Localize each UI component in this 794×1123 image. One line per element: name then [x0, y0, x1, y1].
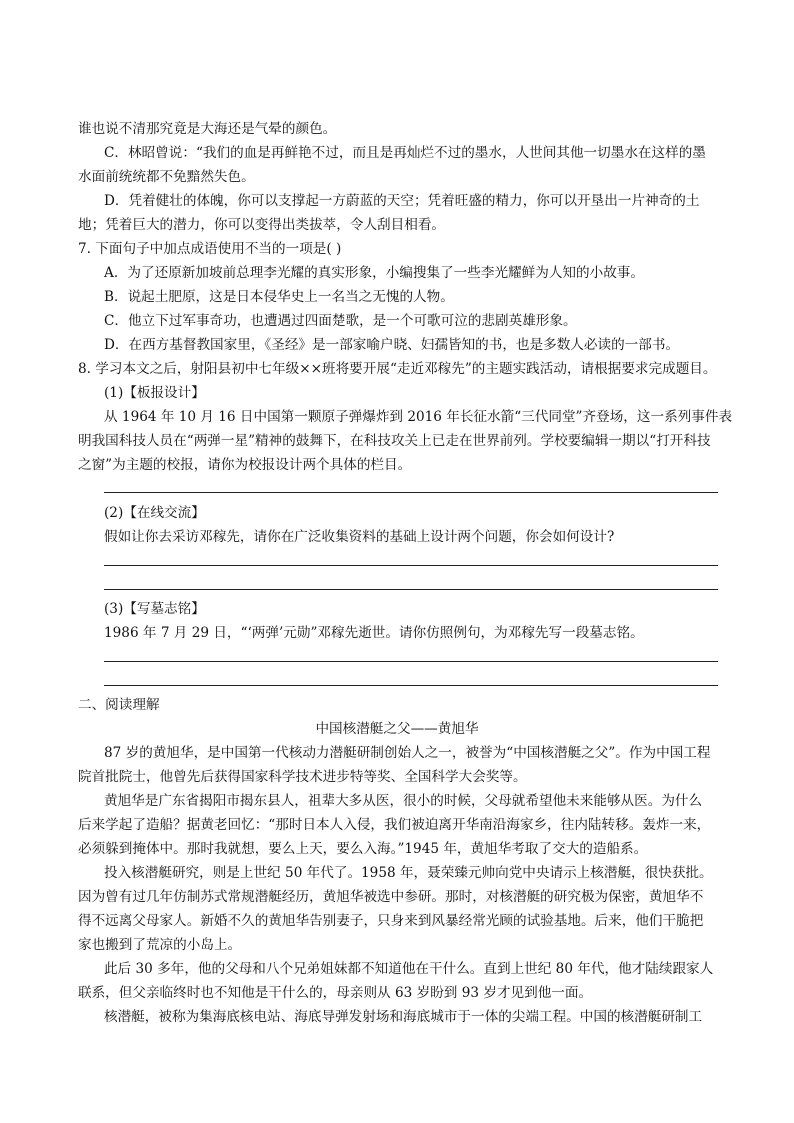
paragraph-line: 联系，但父亲临终时也不知他是干什么的，母亲则从 63 岁盼到 93 岁才见到他一面。 — [78, 985, 593, 1001]
option-c-q7: C．他立下过军事奇功，也遭遇过四面楚歌，是一个可歌可泣的悲剧英雄形象。 — [104, 313, 577, 329]
question-7: 7. 下面句子中加点成语使用不当的一项是( ) — [78, 241, 342, 257]
paragraph-line: 后来学起了造船？据黄老回忆：“那时日本人入侵，我们被迫离开华南沿海家乡，往内陆转移。轰炸一来， — [78, 817, 711, 833]
section-heading: 二、阅读理解 — [78, 697, 160, 713]
answer-line — [104, 661, 718, 662]
article-title: 中国核潜艇之父——黄旭华 — [315, 721, 479, 737]
paragraph-line: 黄旭华是广东省揭阳市揭东县人，祖辈大多从医，很小的时候，父母就希望他未来能够从医。为什么 — [104, 793, 703, 809]
paragraph-line: 家也搬到了荒凉的小岛上。 — [78, 937, 242, 953]
question-8: 8. 学习本文之后，射阳县初中七年级××班将要开展“走近邓稼先”的主题实践活动，请根据要求完成题目。 — [78, 361, 717, 377]
subquestion-heading: (3)【写墓志铭】 — [104, 601, 205, 617]
paragraph-line: 因为曾有过几年仿制苏式常规潜艇经历，黄旭华被选中参研。那时，对核潜艇的研究极为保密，黄旭华不 — [78, 889, 704, 905]
paragraph-line: 必须躲到掩体中。那时我就想，要么上天，要么入海。”1945 年，黄旭华考取了交大的造船系。 — [78, 841, 648, 857]
text-line: 地；凭着巨大的潜力，你可以变得出类拔萃，令人刮目相看。 — [78, 217, 446, 233]
text-line: 1986 年 7 月 29 日，“‘两弹’元勋”邓稼先逝世。请你仿照例句，为邓稼先写一段墓志铭。 — [104, 625, 644, 641]
subquestion-heading: (2)【在线交流】 — [104, 505, 205, 521]
option-b-q7: B．说起土肥原，这是日本侵华史上一名当之无愧的人物。 — [104, 289, 454, 305]
paragraph-line: 此后 30 多年，他的父母和八个兄弟姐妹都不知道他在干什么。直到上世纪 80 年代，他才陆续跟家人 — [104, 961, 714, 977]
text-line: 明我国科技人员在“两弹一星”精神的鼓舞下，在科技攻关上已走在世界前列。学校要编辑一期以“打开科技 — [78, 433, 711, 449]
option-d-q7: D．在西方基督教国家里，《圣经》是一部家喻户晓、妇孺皆知的书，也是多数人必读的一部书。 — [104, 337, 680, 353]
paragraph-line: 核潜艇，被称为集海底核电站、海底导弹发射场和海底城市于一体的尖端工程。中国的核潜艇研制工 — [104, 1009, 703, 1025]
paragraph-line: 院首批院士，他曾先后获得国家科学技术进步特等奖、全国科学大会奖等。 — [78, 769, 527, 785]
paragraph-line: 87 岁的黄旭华，是中国第一代核动力潜艇研制创始人之一，被誉为“中国核潜艇之父”。作为中国工程 — [104, 745, 711, 761]
text-line: 谁也说不清那究竟是大海还是气晕的颜色。 — [78, 121, 337, 137]
answer-line — [104, 589, 718, 590]
text-line: 之窗”为主题的校报，请你为校报设计两个具体的栏目。 — [78, 457, 412, 473]
option-a-q7: A．为了还原新加坡前总理李光耀的真实形象，小编搜集了一些李光耀鲜为人知的小故事。 — [104, 265, 644, 281]
answer-line — [104, 565, 718, 566]
paragraph-line: 得不远离父母家人。新婚不久的黄旭华告别妻子，只身来到风暴经常光顾的试验基地。后来，他们干脆把 — [78, 913, 704, 929]
answer-line — [104, 492, 718, 493]
subquestion-heading: (1)【板报设计】 — [104, 385, 205, 401]
text-line: 水面前统统都不免黯然失色。 — [78, 169, 255, 185]
option-d-q6: D．凭着健壮的体魄，你可以支撑起一方蔚蓝的天空；凭着旺盛的精力，你可以开垦出一片神奇的土 — [104, 193, 700, 209]
option-c-q6: C．林昭曾说：“我们的血是再鲜艳不过，而且是再灿烂不过的墨水，人世间其他一切墨水在这样的墨 — [104, 145, 706, 161]
text-line: 从 1964 年 10 月 16 日中国第一颗原子弹爆炸到 2016 年长征水箭“三代同堂”齐登场，这一系列事件表 — [104, 409, 733, 425]
paragraph-line: 投入核潜艇研究，则是上世纪 50 年代了。1958 年，聂荣臻元帅向党中央请示上核潜艇，很快获批。 — [104, 865, 713, 881]
answer-line — [104, 685, 718, 686]
text-line: 假如让你去采访邓稼先，请你在广泛收集资料的基础上设计两个问题，你会如何设计? — [104, 529, 615, 545]
